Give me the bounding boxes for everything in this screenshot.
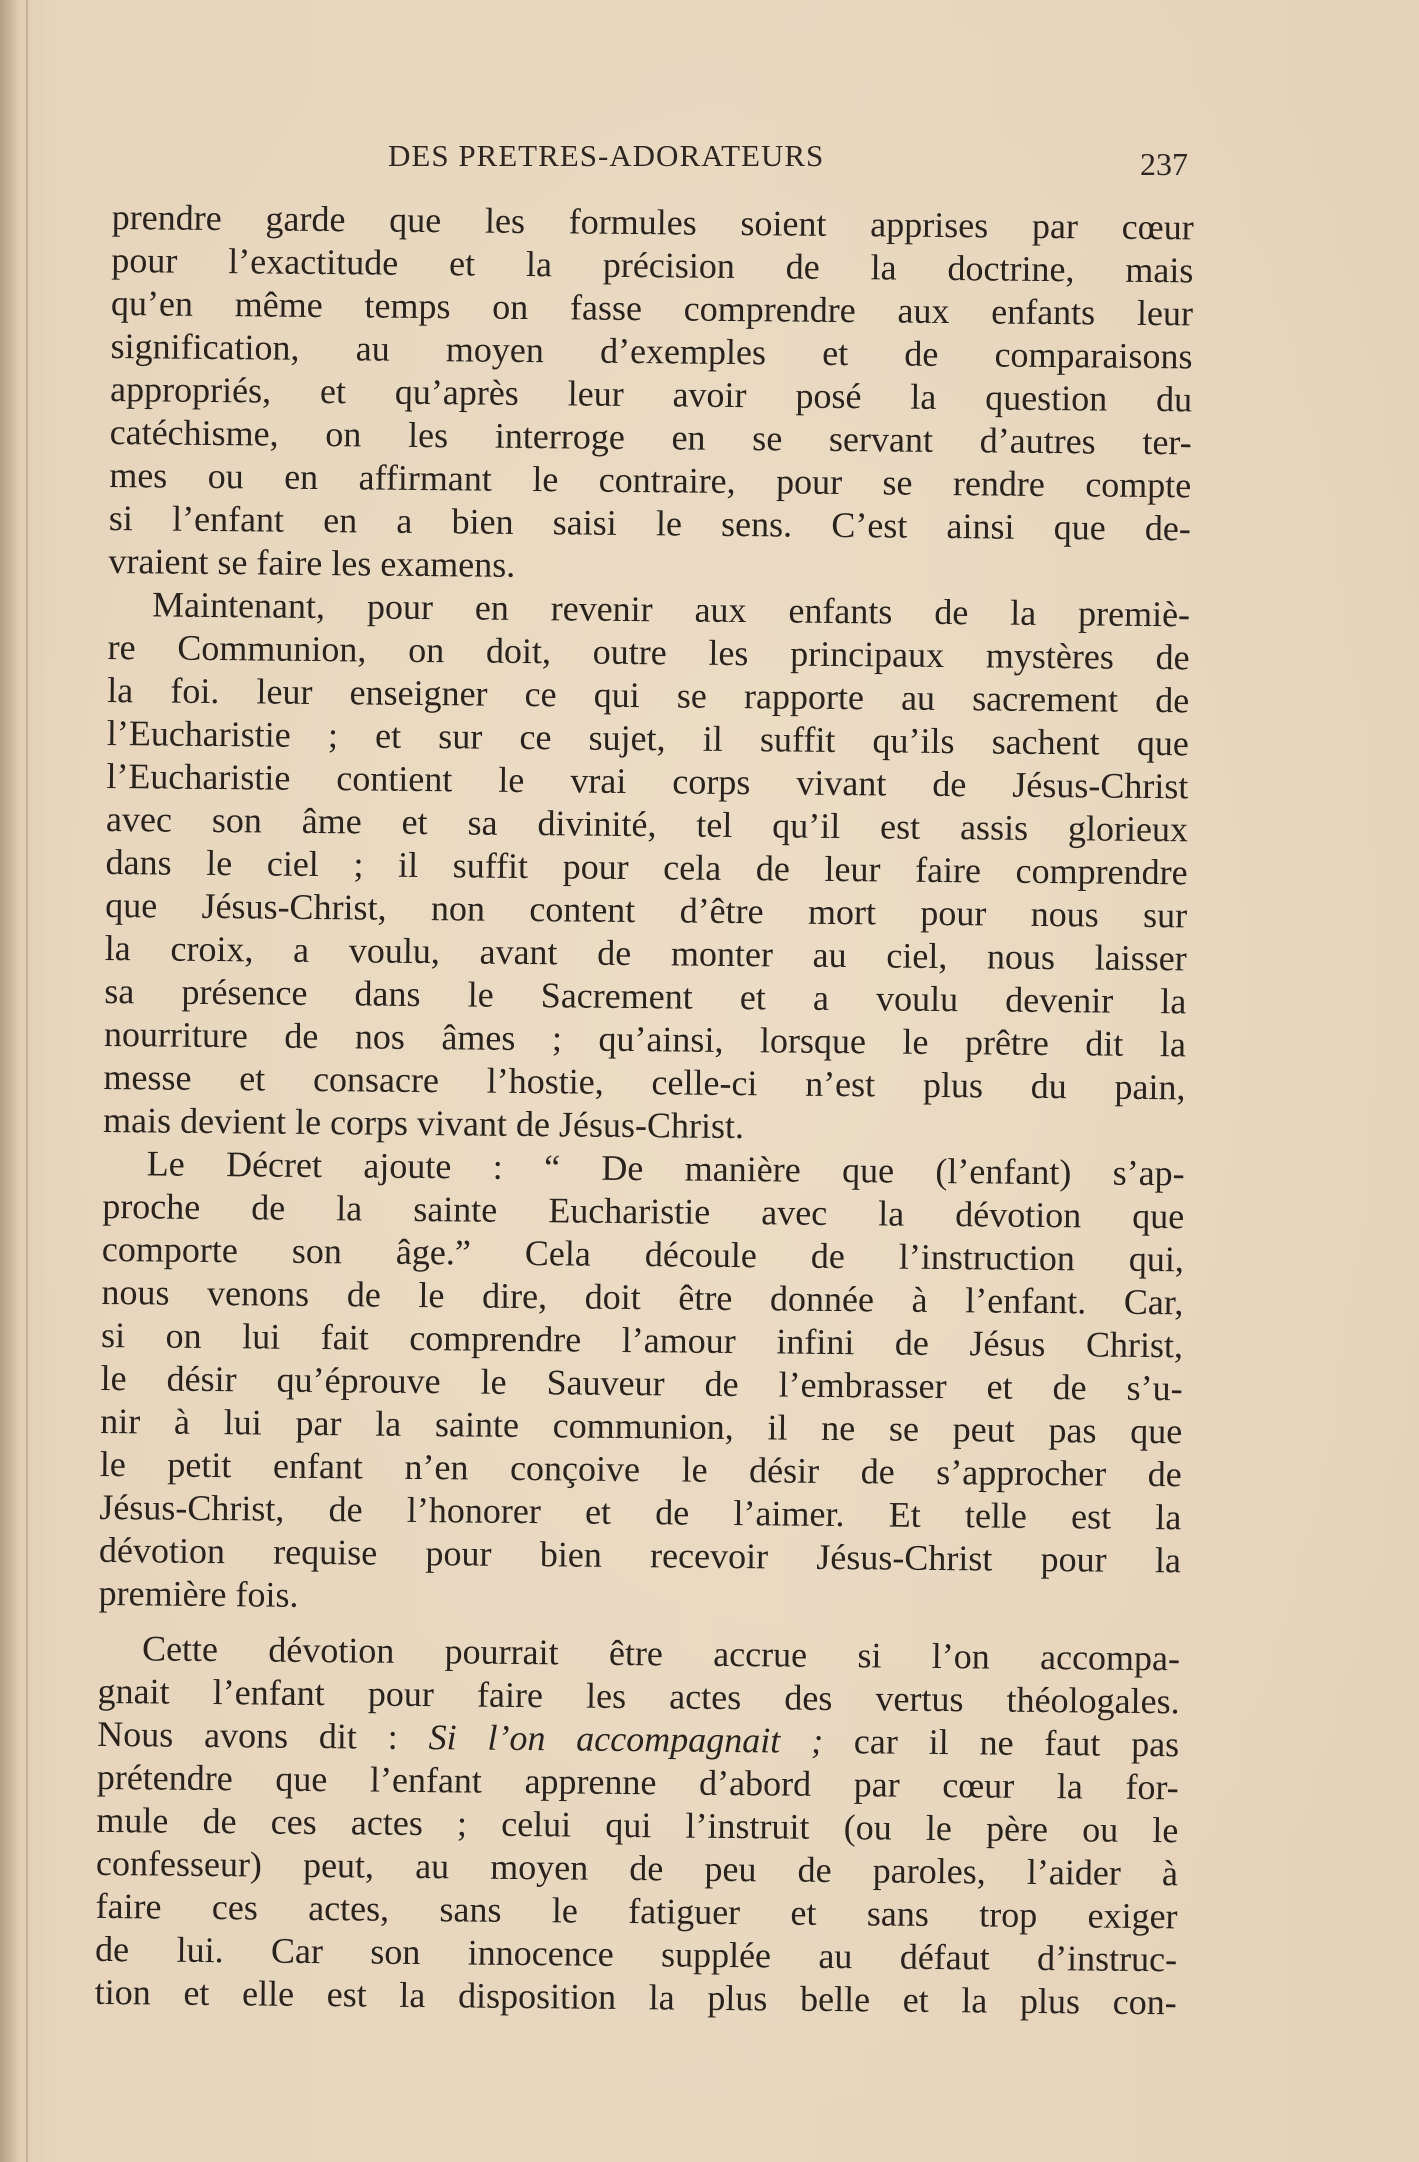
text-line: tion et elle est la disposition la plus belle et la plus con-: [94, 1971, 1177, 2023]
text-line: que Jésus-Christ, non content d’être mort pour nous sur: [105, 884, 1188, 936]
text-line: l’Eucharistie contient le vrai corps vivant de Jésus-Christ: [106, 755, 1189, 807]
text-line: si l’enfant en a bien saisi le sens. C’est ainsi que de-: [108, 497, 1192, 549]
text-line: catéchisme, on les interroge en se servant d’autres ter-: [109, 411, 1192, 463]
paragraph-2: [103, 583, 1190, 1152]
text-line: prendre garde que les formules soient apprises par cœur: [111, 196, 1194, 248]
text-line: gnait l’enfant pour faire les actes des vertus théologales.: [97, 1670, 1180, 1722]
paragraph-4: [95, 1627, 1181, 2024]
text-line: faire ces actes, sans le fatiguer et sans trop exiger: [95, 1885, 1178, 1937]
italic-quotation: Si l’on accompagnait ;: [428, 1717, 824, 1761]
body-text: [95, 196, 1194, 2024]
text-line: qu’en même temps on fasse comprendre aux enfants leur: [110, 282, 1194, 334]
text-line: vraient se faire les examens.: [108, 540, 516, 585]
text-line: confesseur) peut, au moyen de peu de paroles, l’aider à: [95, 1842, 1179, 1894]
text-line: prétendre que l’enfant apprenne d’abord par cœur la for-: [96, 1756, 1179, 1808]
text-line: proche de la sainte Eucharistie avec la dévotion que: [102, 1185, 1185, 1237]
text-line: le petit enfant n’en conçoive le désir de s’approcher de: [99, 1443, 1182, 1495]
text-segment: car il ne faut pas: [822, 1720, 1180, 1765]
text-line: de lui. Car son innocence supplée au défaut d’instruc-: [94, 1928, 1178, 1980]
text-line: Cette dévotion pourrait être accrue si l’on accompa-: [141, 1628, 1181, 1679]
text-line: nir à lui par la sainte communion, il ne se peut pas que: [100, 1400, 1183, 1452]
text-line: nourriture de nos âmes ; qu’ainsi, lorsque le prêtre dit la: [103, 1013, 1187, 1065]
text-line: mais devient le corps vivant de Jésus-Christ.: [102, 1099, 745, 1147]
text-segment: Nous avons dit :: [97, 1713, 429, 1758]
text-line: Le Décret ajoute : “ De manière que (l’enfant) s’ap-: [146, 1143, 1185, 1194]
text-line: nous venons de le dire, doit être donnée à l’enfant. Car,: [101, 1271, 1184, 1323]
text-line: signification, au moyen d’exemples et de comparaisons: [110, 325, 1193, 377]
text-line: pour l’exactitude et la précision de la doctrine, mais: [111, 239, 1194, 291]
text-line: dans le ciel ; il suffit pour cela de leur faire comprendre: [105, 841, 1188, 893]
text-line: appropriés, et qu’après leur avoir posé la question du: [109, 368, 1193, 420]
text-line: sa présence dans le Sacrement et a voulu devenir la: [104, 970, 1187, 1022]
text-line: messe et consacre l’hostie, celle-ci n’est plus du pain,: [103, 1056, 1186, 1108]
text-line: mes ou en affirmant le contraire, pour se rendre compte: [109, 454, 1192, 506]
page-gutter-line: [26, 0, 28, 2162]
text-line: comporte son âge.” Cela découle de l’instruction qui,: [101, 1228, 1185, 1280]
text-line: la croix, a voulu, avant de monter au ciel, nous laisser: [104, 927, 1187, 979]
text-line: re Communion, on doit, outre les principaux mystères de: [107, 626, 1190, 678]
page-gutter-shadow: [0, 0, 18, 2162]
text-line: Jésus-Christ, de l’honorer et de l’aimer. Et telle est la: [99, 1486, 1182, 1538]
text-line: première fois.: [98, 1572, 299, 1615]
running-title: DES PRETRES-ADORATEURS: [388, 138, 825, 173]
paragraph-3: [98, 1142, 1184, 1625]
text-line: mule de ces actes ; celui qui l’instruit (ou le père ou le: [96, 1799, 1179, 1851]
text-line: le désir qu’éprouve le Sauveur de l’embrasser et de s’u-: [100, 1357, 1183, 1409]
text-line: si on lui fait comprendre l’amour infini de Jésus Christ,: [100, 1314, 1184, 1366]
text-line: Maintenant, pour en revenir aux enfants de la premiè-: [151, 584, 1191, 635]
page-number: 237: [1140, 146, 1188, 182]
text-line: dévotion requise pour bien recevoir Jésus-Christ pour la: [98, 1529, 1182, 1581]
text-line: avec son âme et sa divinité, tel qu’il est assis glorieux: [105, 798, 1189, 850]
paragraph-1: [108, 196, 1194, 593]
text-line: l’Eucharistie ; et sur ce sujet, il suffit qu’ils sachent que: [106, 712, 1189, 764]
text-line: la foi. leur enseigner ce qui se rapporte au sacrement de: [107, 669, 1190, 721]
